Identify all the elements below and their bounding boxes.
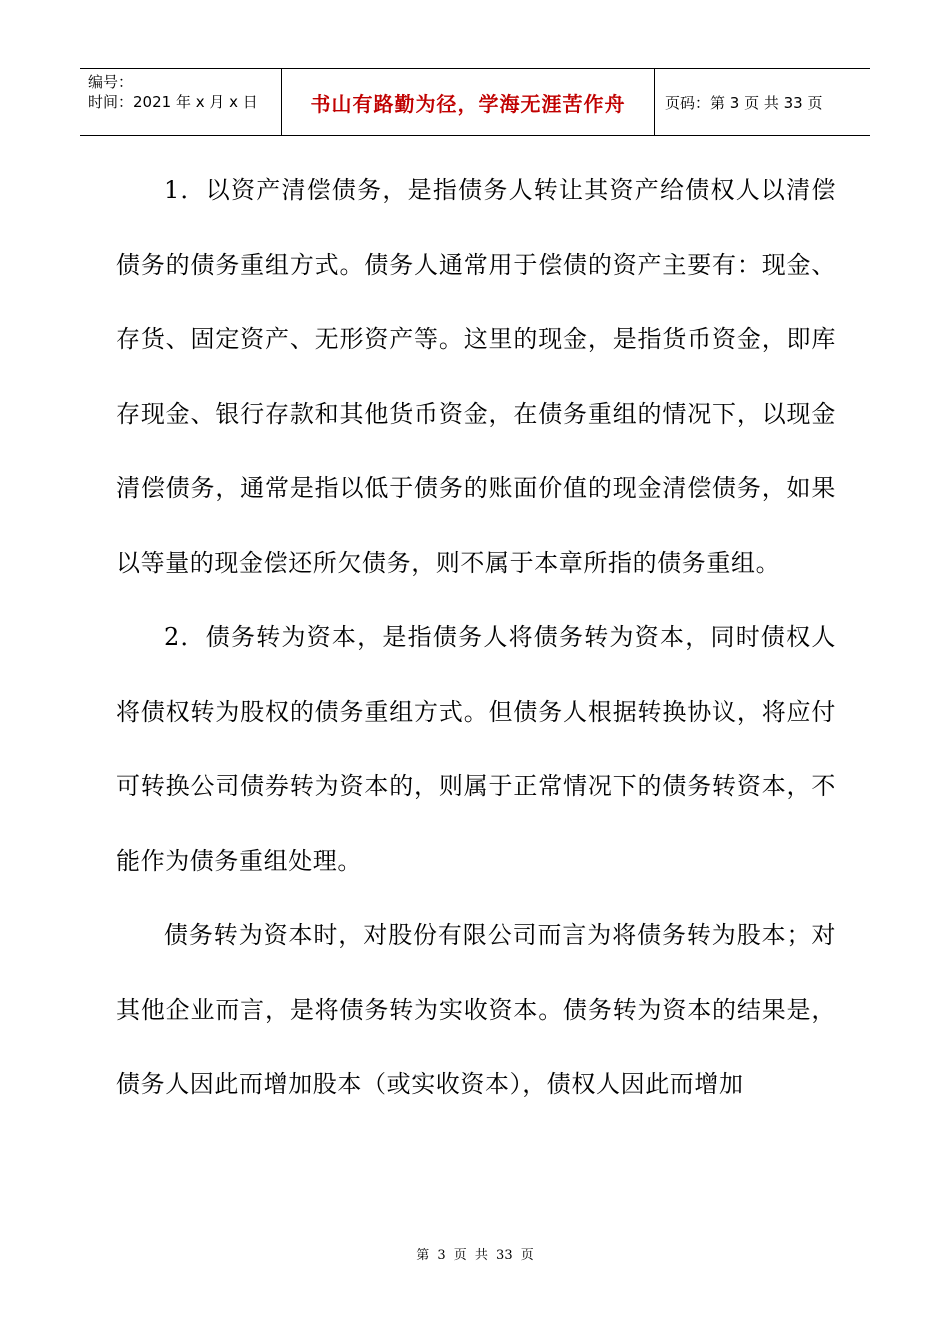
page-header xyxy=(80,68,870,136)
document-time-label: 时间：2021 年 x 月 x 日 xyxy=(88,93,258,111)
header-page-info: 页码：第 3 页 共 33 页 xyxy=(665,93,823,112)
header-motto: 书山有路勤为径，学海无涯苦作舟 xyxy=(282,69,655,135)
header-meta xyxy=(80,69,282,135)
document-body xyxy=(116,153,836,1122)
paragraph: 债务转为资本时，对股份有限公司而言为将债务转为股本；对其他企业而言，是将债务转为实收资本。债务转为资本的结果是，债务人因此而增加股本（或实收资本），债权人因此而增加 xyxy=(116,921,836,1098)
paragraph: 1．以资产清偿债务，是指债务人转让其资产给债权人以清偿债务的债务重组方式。债务人通常用于偿债的资产主要有：现金、存货、固定资产、无形资产等。这里的现金，是指货币资金，即库存现金、银行存款和其他货币资金，在债务重组的情况下，以现金清偿债务，通常是指以低于债务的账面价值的现金清偿债务，如果以等量的现金偿还所欠债务，则不属于本章所指的债务重组。 xyxy=(116,176,836,577)
paragraph: 2．债务转为资本，是指债务人将债务转为资本，同时债权人将债权转为股权的债务重组方式。但债务人根据转换协议，将应付可转换公司债券转为资本的，则属于正常情况下的债务转资本，不能作为债务重组处理。 xyxy=(116,623,836,875)
page-footer: 第 3 页 共 33 页 xyxy=(416,1248,534,1263)
document-number-label: 编号： xyxy=(88,73,134,91)
